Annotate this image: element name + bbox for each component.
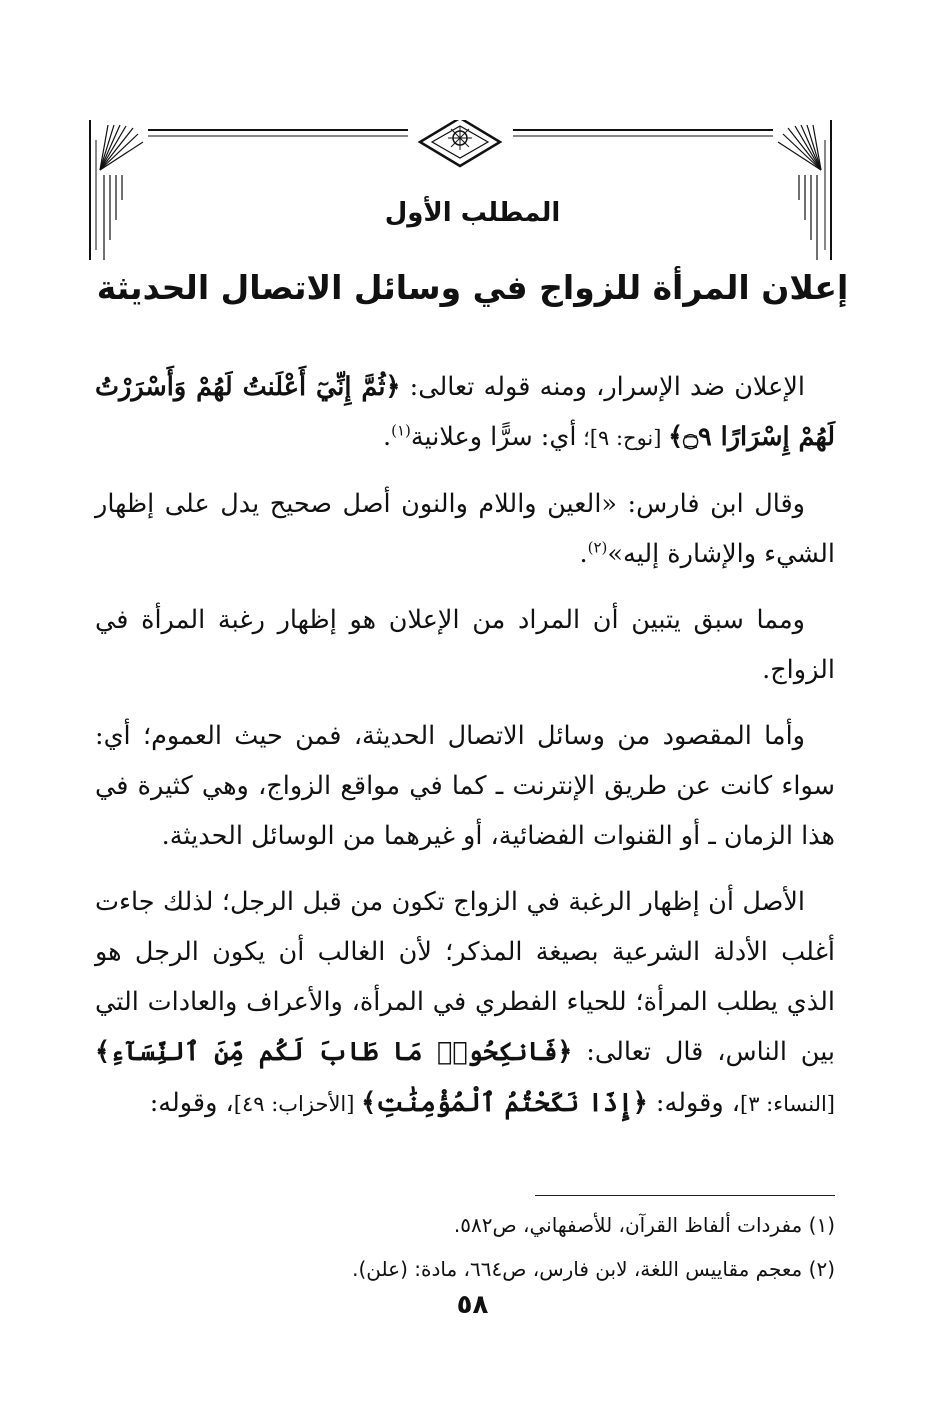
- paragraph-text: .: [579, 539, 588, 569]
- page-title: إعلان المرأة للزواج في وسائل الاتصال الحديثة: [96, 268, 849, 307]
- footnotes: [95, 1203, 835, 1291]
- paragraph-text: ، وقوله:: [149, 1088, 234, 1118]
- footnote-1: (١) مفردات ألفاظ القرآن، للأصفهاني، ص٥٨٢.: [453, 1213, 835, 1237]
- paragraph-text: الأصل أن إظهار الرغبة في الزواج تكون من قبل الرجل؛ لذلك جاءت أغلب الأدلة الشرعية بصيغة المذكر؛ لأن الغالب أن يكون الرجل هو الذي يطلب المرأة؛ للحياء الفطري في المرأة، والأعراف والعادات التي بين الناس، قال تعالى:: [95, 887, 835, 1067]
- paragraph-3: ومما سبق يتبين أن المراد من الإعلان هو إظهار رغبة المرأة في الزواج.: [95, 605, 835, 685]
- verse-reference: [الأحزاب: ٤٩]: [233, 1092, 362, 1116]
- section-label: المطلب الأول: [384, 198, 561, 228]
- paragraph-text: ، وقوله:: [647, 1088, 740, 1118]
- paragraph-1: [95, 362, 835, 463]
- body-text: [95, 362, 835, 1145]
- ornamental-header-frame: [88, 120, 833, 260]
- paragraph-4: وأما المقصود من وسائل الاتصال الحديثة، فمن حيث العموم؛ أي: سواء كانت عن طريق الإنترنت ـ كما في مواقع الزواج، وهي كثيرة في هذا الزمان ـ أو القنوات الفضائية، أو غيرهما من الوسائل الحديثة.: [95, 721, 835, 851]
- paragraph-5: [95, 877, 835, 1129]
- footnote-marker[interactable]: (١): [391, 421, 411, 440]
- footnote-divider: [535, 1195, 835, 1196]
- footnote-marker[interactable]: (٢): [587, 538, 608, 557]
- paragraph-text: أي: سرًّا وعلانية: [410, 422, 577, 452]
- quran-verse: ﴿إِذَا نَكَحْتُمُ ٱلْمُؤْمِنَٰتِ﴾: [361, 1088, 648, 1118]
- footnote-2: (٢) معجم مقاييس اللغة، لابن فارس، ص٦٦٤، مادة: (علن).: [352, 1257, 835, 1281]
- paragraph-text: الإعلان ضد الإسرار، ومنه قوله تعالى:: [400, 372, 805, 402]
- paragraph-2: [95, 479, 835, 579]
- page-number: ٥٨: [456, 1290, 489, 1320]
- quran-verse: ﴿فَانكِحُوا۟ مَا طَابَ لَكُم مِّنَ ٱلنِّسَآءِ﴾: [95, 1037, 573, 1067]
- paragraph-text: .: [382, 422, 392, 452]
- quran-verse: ﴿ثُمَّ إِنِّيٓ أَعْلَنتُ لَهُمْ وَأَسْرَرْتُ لَهُمْ إِسْرَارًا ۝٩﴾: [95, 372, 835, 452]
- verse-reference: [النساء: ٣]: [739, 1092, 835, 1116]
- verse-reference: [نوح: ٩]؛: [576, 426, 669, 450]
- paragraph-text: وقال ابن فارس: «العين واللام والنون أصل صحيح يدل على إظهار الشيء والإشارة إليه»: [95, 489, 835, 569]
